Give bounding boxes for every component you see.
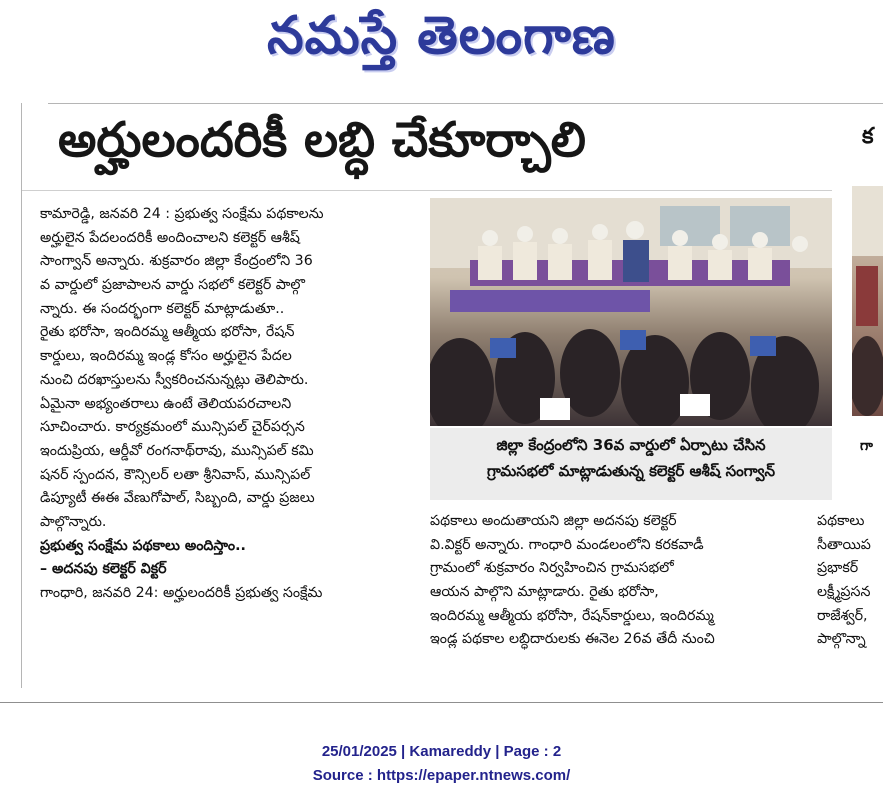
article-column-1 [40, 203, 415, 606]
text-line: ఇందుప్రియ, ఆర్డీవో రంగనాథ్‌రావు, మున్సిపల్ కమి [40, 442, 314, 459]
article-column-2 [430, 510, 802, 652]
text-line: న్నారు. ఈ సందర్భంగా కలెక్టర్ మాట్లాడుతూ.. [40, 300, 285, 317]
text-line: పథకాలు [817, 513, 865, 529]
text-line: పాల్గొన్నారు. [40, 513, 107, 530]
text-line: సీతాయిప [817, 536, 871, 553]
text-line: రాజేశ్వర్, [817, 607, 868, 624]
page-footer [0, 740, 883, 788]
top-rule [48, 103, 883, 104]
text-line: షనర్ స్పందన, కౌన్సిలర్ లతా శ్రీనివాస్, మున్సిపల్ [40, 466, 311, 483]
photo-caption [430, 428, 832, 500]
text-line: నుంచి దరఖాస్తులను స్వీకరించనున్నట్లు తెలిపారు. [40, 371, 309, 388]
text-line: సూచించారు. కార్యక్రమంలో మున్సిపల్ చైర్‌పర్సన [40, 419, 305, 436]
headline-rule [22, 190, 832, 191]
text-line: పథకాలు అందుతాయని జిల్లా అదనపు కలెక్టర్ [430, 513, 677, 529]
masthead [0, 0, 883, 90]
text-line: ప్రభాకర్ [817, 560, 859, 577]
subheading: ప్రభుత్వ సంక్షేమ పథకాలు అందిస్తాం.. [40, 537, 246, 554]
adjacent-headline-fragment: క [862, 124, 874, 149]
text-line: ఆయన పాల్గొని మాట్లాడారు. రైతు భరోసా, [430, 584, 659, 601]
text-line: సాంగ్వాన్ అన్నారు. శుక్రవారం జిల్లా కేంద్రంలోని 36 [40, 253, 313, 270]
edition-info: 25/01/2025 | Kamareddy | Page : 2 [321, 743, 562, 760]
text-line: లక్ష్మీప్రసన [817, 584, 871, 601]
adjacent-photo-illustration [852, 186, 883, 416]
photo-illustration [430, 198, 832, 426]
text-line: ఇందిరమ్మ ఆత్మీయ భరోసా, రేషన్‌కార్డులు, ఇందిరమ్మ [430, 607, 714, 624]
text-line: అర్హులైన పేదలందరికీ అందించాలని కలెక్టర్ ఆశీష్ [40, 229, 300, 246]
article-column-3-fragment [817, 510, 883, 652]
text-line: వి.విక్టర్ అన్నారు. గాంధారి మండలంలోని కరకవాడీ [430, 536, 704, 553]
text-line: కార్డులు, ఇందిరమ్మ ఇండ్ల కోసం అర్హులైన పేదల [40, 348, 292, 365]
article-headline: అర్హులందరికీ లబ్ధి చేకూర్చాలి [58, 112, 586, 168]
source-link[interactable]: Source : https://epaper.ntnews.com/ [312, 767, 571, 784]
text-line: గాంధారి, జనవరి 24: అర్హులందరికీ ప్రభుత్వ సంక్షేమ [40, 585, 323, 601]
footer-rule [0, 702, 883, 703]
text-line: కామారెడ్డి, జనవరి 24 : ప్రభుత్వ సంక్షేమ పథకాలను [40, 206, 324, 222]
news-photo [430, 198, 832, 426]
text-line: ఇండ్ల పథకాల లబ్ధిదారులకు ఈనెల 26వ తేదీ నుంచి [430, 631, 715, 648]
newspaper-logo: నమస్తే తెలంగాణ [267, 6, 616, 66]
text-line: డిప్యూటీ ఈఈ వేణుగోపాల్, సిబ్బంది, వార్డు ప్రజలు [40, 490, 315, 507]
caption-line: గ్రామసభలో మాట్లాడుతున్న కలెక్టర్ ఆశీష్ సంగ్వాన్ [487, 462, 775, 480]
adjacent-caption-fragment: గా [860, 438, 873, 454]
text-line: వ వార్డులో ప్రజాపాలన వార్డు సభలో కలెక్టర్ పాల్గొ [40, 277, 305, 294]
text-line: పాల్గొన్నా [817, 631, 866, 648]
text-line: గ్రామంలో శుక్రవారం నిర్వహించిన గ్రామసభలో [430, 560, 674, 577]
caption-line: జిల్లా కేంద్రంలోని 36వ వార్డులో ఏర్పాటు చేసిన [496, 436, 766, 454]
byline: – అదనపు కలెక్టర్ విక్టర్ [40, 561, 167, 578]
adjacent-photo-fragment [852, 186, 883, 416]
text-line: రైతు భరోసా, ఇందిరమ్మ ఆత్మీయ భరోసా, రేషన్ [40, 324, 295, 341]
text-line: ఏమైనా అభ్యంతరాలు ఉంటే తెలియపరచాలని [40, 395, 292, 412]
